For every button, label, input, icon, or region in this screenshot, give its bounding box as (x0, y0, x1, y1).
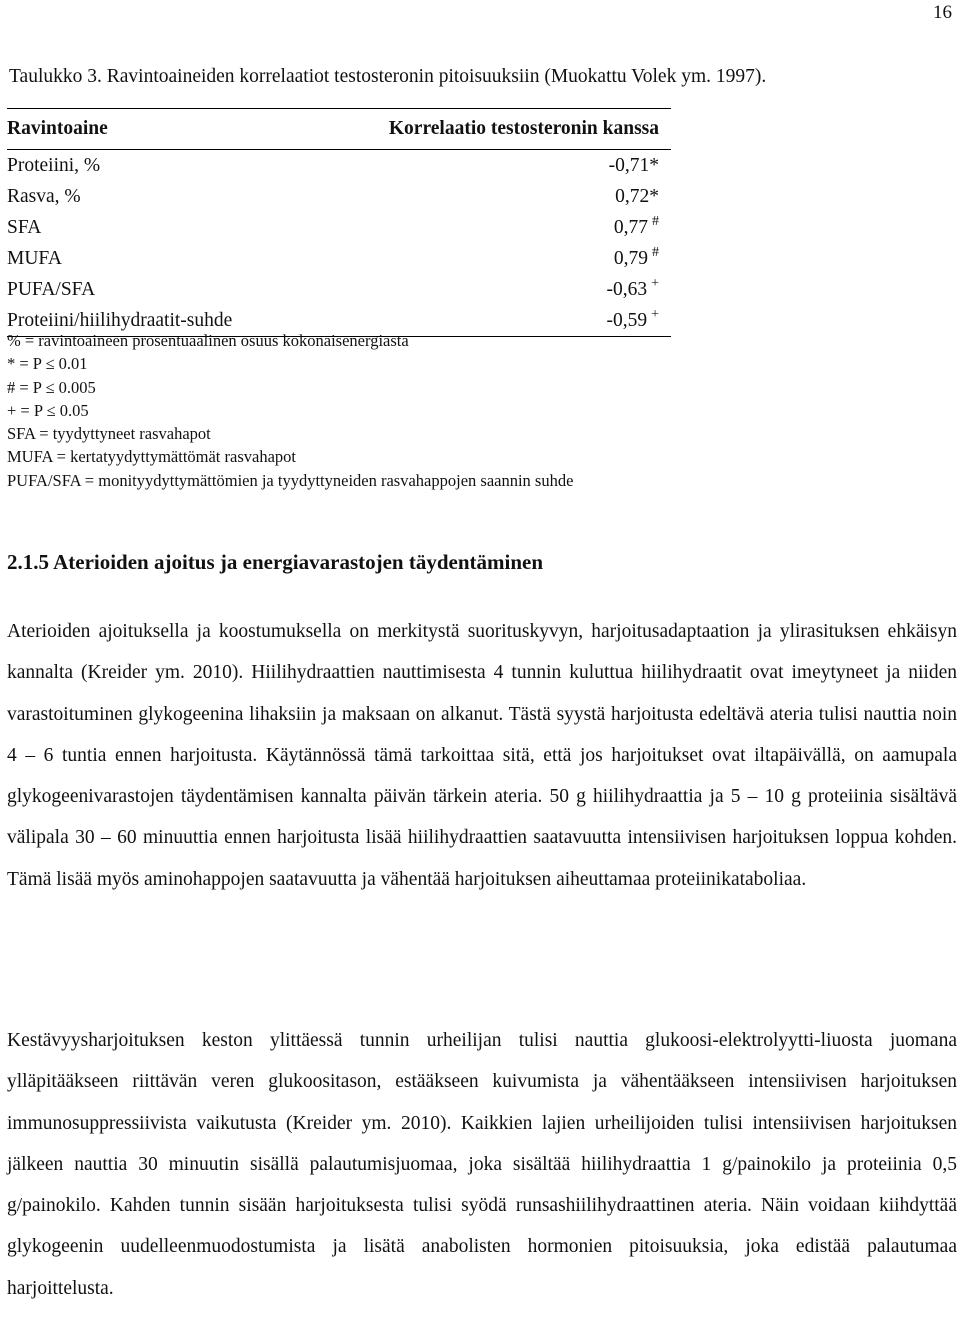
correlation-value: -0,59 (606, 309, 648, 331)
column-header-nutrient: Ravintoaine (7, 109, 302, 150)
nutrient-cell: Proteiini/hiilihydraatit-suhde (7, 305, 302, 337)
table-row (7, 212, 671, 243)
body-paragraph: Aterioiden ajoituksella ja koostumuksella on merkitystä suorituskyvyn, harjoitusadaptaation ja ylirasituksen ehkäisyn kannalta (Kreider ym. 2010). Hiilihydraattien nauttimisesta 4 tunnin kuluttua hiilihydraatit ovat imeytyneet ja niiden varastoituminen glykogeenina lihaksiin ja maksaan on alkanut. Tästä syystä harjoitusta edeltävä ateria tulisi nauttia noin 4 – 6 tuntia ennen harjoitusta. Käytännössä tämä tarkoittaa sitä, että jos harjoitukset ovat iltapäivällä, on aamupala glykogeenivarastojen täydentämisen kannalta päivän tärkein ateria. 50 g hiilihydraattia ja 5 – 10 g proteiinia sisältävä välipala 30 – 60 minuuttia ennen harjoitusta lisää hiilihydraattien saatavuutta intensiivisen harjoituksen loppua kohden. Tämä lisää myös aminohappojen saatavuutta ja vähentää harjoituksen aiheuttamaa proteiinikataboliaa. (7, 621, 957, 890)
significance-mark: * (649, 185, 659, 207)
significance-mark: # (652, 244, 659, 260)
correlation-value: 0,77 (613, 216, 648, 238)
significance-mark: # (652, 213, 659, 229)
table-caption: Taulukko 3. Ravintoaineiden korrelaatiot testosteronin pitoisuuksiin (Muokattu Volek ym. 1997). (9, 66, 767, 87)
table-note: % = ravintoaineen prosentuaalinen osuus kokonaisenergiasta (7, 331, 409, 350)
correlation-table (7, 108, 671, 337)
table-note: MUFA = kertatyydyttymättömät rasvahapot (7, 447, 296, 467)
table-header-row (7, 109, 671, 150)
correlation-cell (302, 181, 671, 212)
table-row (7, 274, 671, 305)
body-paragraph: Kestävyysharjoituksen keston ylittäessä tunnin urheilijan tulisi nauttia glukoosi-elektrolyytti-liuosta juomana ylläpitääkseen riittävän veren glukoositason, estääkseen kuivumista ja vähentääkseen intensiivisen harjoituksen immunosuppressiivista vaikutusta (Kreider ym. 2010). Kaikkien lajien urheilijoiden tulisi intensiivisen harjoituksen jälkeen nauttia 30 minuutin sisällä palautumisjuomaa, joka sisältää hiilihydraattia 1 g/painokilo ja proteiinia 0,5 g/painokilo. Kahden tunnin sisään harjoituksesta tulisi syödä runsashiilihydraattinen ateria. Näin voidaan kiihdyttää glykogeenin uudelleenmuodostumista ja lisätä anabolisten hormonien pitoisuuksia, joka edistää palautumaa harjoittelusta. (7, 1030, 957, 1299)
correlation-value: 0,79 (613, 247, 648, 269)
nutrient-cell: PUFA/SFA (7, 278, 96, 300)
page-number: 16 (933, 2, 952, 23)
correlation-cell (302, 274, 671, 305)
correlation-value: 0,72 (615, 185, 650, 207)
table-note: # = P ≤ 0.005 (7, 377, 96, 397)
table-row (7, 150, 671, 182)
correlation-value: -0,63 (606, 278, 648, 300)
table-note: + = P ≤ 0.05 (7, 400, 89, 420)
nutrient-cell: Proteiini, % (7, 154, 101, 176)
significance-mark: + (651, 306, 659, 322)
table-note: * = P ≤ 0.01 (7, 354, 88, 374)
table-notes (7, 329, 573, 492)
significance-mark: * (649, 154, 659, 176)
correlation-value: -0,71 (608, 154, 650, 176)
column-header-correlation: Korrelaatio testosteronin kanssa (302, 109, 671, 150)
correlation-cell (302, 243, 671, 274)
nutrient-cell: SFA (7, 216, 42, 238)
table-note: SFA = tyydyttyneet rasvahapot (7, 424, 211, 444)
significance-mark: + (651, 275, 659, 291)
correlation-cell (302, 212, 671, 243)
table-row (7, 181, 671, 212)
nutrient-cell: MUFA (7, 247, 62, 269)
table-note: PUFA/SFA = monityydyttymättömien ja tyydyttyneiden rasvahappojen saannin suhde (7, 470, 574, 490)
table-row (7, 243, 671, 274)
section-heading: 2.1.5 Aterioiden ajoitus ja energiavarastojen täydentäminen (7, 550, 544, 574)
nutrient-cell: Rasva, % (7, 185, 81, 207)
correlation-cell (302, 150, 671, 182)
